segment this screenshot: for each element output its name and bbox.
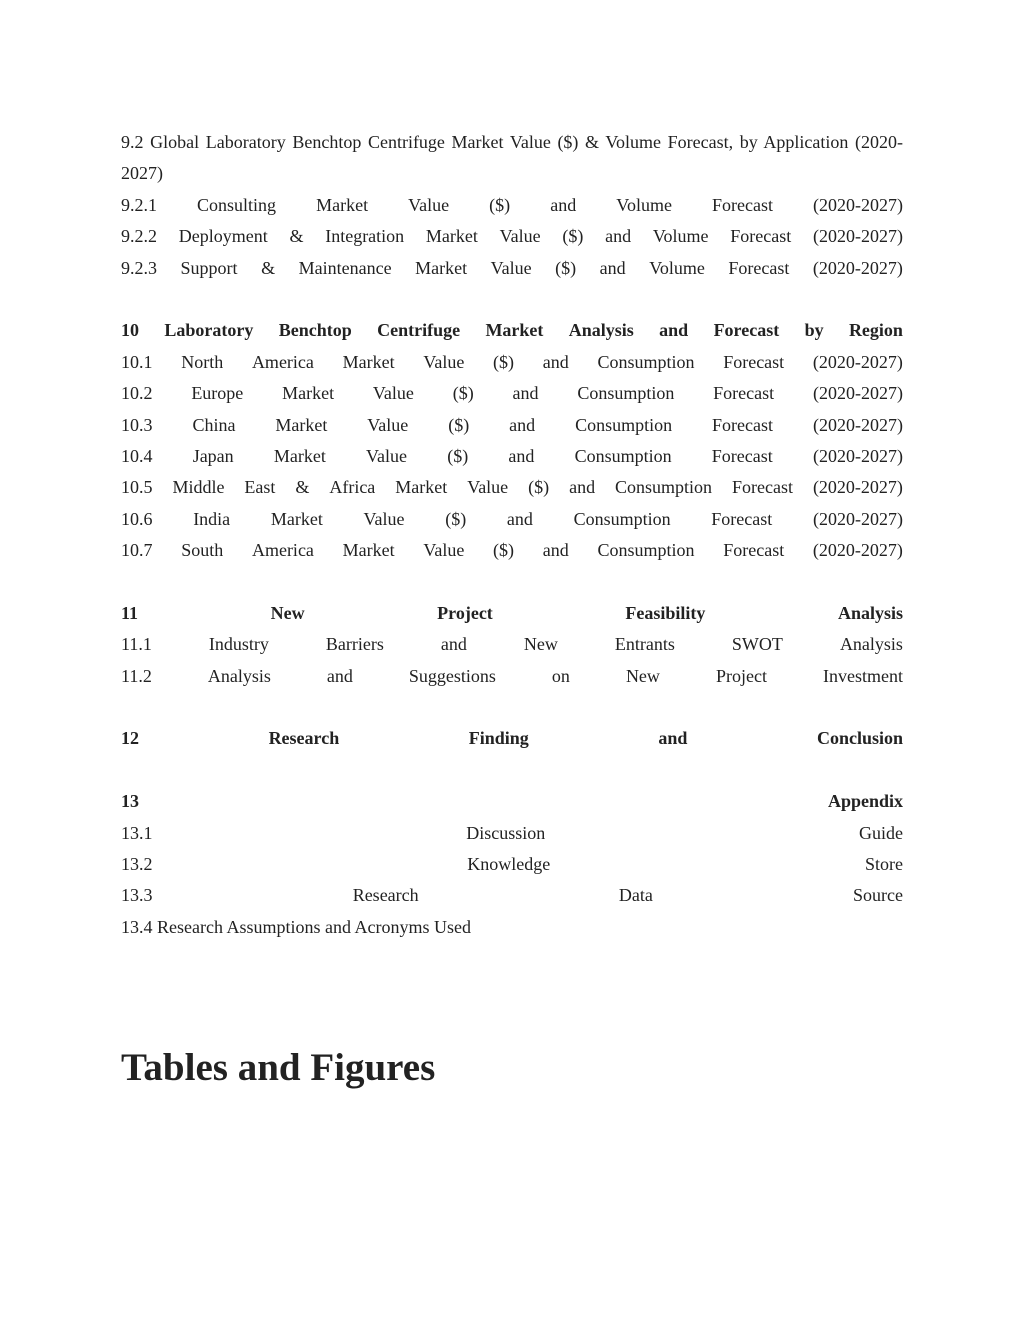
toc-word: Value	[372, 383, 414, 404]
toc-word: ($)	[562, 226, 584, 247]
toc-word: ($)	[489, 194, 511, 215]
toc-word: Feasibility	[625, 602, 706, 623]
toc-word: Industry	[208, 634, 269, 655]
toc-word: ($)	[448, 414, 470, 435]
toc-entry	[121, 253, 903, 284]
toc-word: ($)	[493, 351, 515, 372]
toc-word: Middle	[172, 477, 225, 498]
toc-word: Discussion	[466, 822, 546, 843]
toc-word: and	[542, 540, 569, 561]
toc-word: Consumption	[574, 445, 672, 466]
toc-word: Forecast	[713, 383, 775, 404]
toc-word: Conclusion	[816, 728, 903, 749]
toc-word: Project	[715, 665, 767, 686]
toc-entry	[121, 378, 903, 409]
toc-word: Integration	[325, 226, 405, 247]
toc-word: North	[181, 351, 224, 372]
toc-word: Support	[180, 257, 238, 278]
toc-entry	[121, 880, 903, 911]
toc-word: 12	[121, 728, 139, 749]
toc-word: Forecast	[711, 445, 773, 466]
toc-entry	[121, 441, 903, 472]
toc-word: ($)	[528, 477, 550, 498]
toc-entry	[121, 504, 903, 535]
toc-word: Research	[352, 885, 419, 906]
toc-spacer	[121, 284, 903, 315]
toc-word: Appendix	[827, 791, 903, 812]
toc-word: and	[508, 445, 535, 466]
toc-word: Research	[268, 728, 340, 749]
toc-word: Project	[437, 602, 493, 623]
toc-word: Consumption	[597, 540, 695, 561]
section-heading-tables-and-figures: Tables and Figures	[121, 1046, 436, 1089]
toc-word: 13.2	[121, 854, 153, 875]
toc-word: and	[605, 226, 632, 247]
toc-word: Consumption	[577, 383, 675, 404]
toc-word: and	[658, 728, 688, 749]
toc-word: 10.1	[121, 351, 153, 372]
toc-word: Entrants	[614, 634, 675, 655]
toc-chapter-heading	[121, 598, 903, 629]
toc-word: Market	[425, 226, 478, 247]
toc-word: India	[193, 508, 231, 529]
toc-word: (2020-2027)	[812, 414, 903, 435]
toc-word: Maintenance	[298, 257, 392, 278]
toc-word: New	[270, 602, 305, 623]
toc-word: 11.1	[121, 634, 152, 655]
toc-spacer	[121, 567, 903, 598]
toc-word: Deployment	[178, 226, 268, 247]
toc-entry	[121, 410, 903, 441]
toc-word: Forecast	[711, 194, 773, 215]
toc-word: Market	[270, 508, 323, 529]
toc-word: (2020-2027)	[812, 445, 903, 466]
toc-entry	[121, 818, 903, 849]
toc-word: 9.2.3	[121, 257, 157, 278]
toc-word: &	[295, 477, 310, 498]
toc-word: Consumption	[575, 414, 673, 435]
toc-word: Data	[618, 885, 653, 906]
toc-word: Forecast	[728, 257, 790, 278]
toc-word: Centrifuge	[377, 320, 461, 341]
toc-entry	[121, 661, 903, 692]
toc-word: and	[550, 194, 577, 215]
toc-word: 10.3	[121, 414, 153, 435]
toc-word: Source	[853, 885, 903, 906]
toc-word: (2020-2027)	[812, 383, 903, 404]
toc-word: Forecast	[723, 540, 785, 561]
toc-word: East	[244, 477, 276, 498]
toc-word: 11.2	[121, 665, 152, 686]
toc-word: Africa	[329, 477, 376, 498]
toc-word: Volume	[616, 194, 672, 215]
toc-word: 9.2.1	[121, 194, 157, 215]
toc-word: South	[181, 540, 224, 561]
toc-word: Europe	[191, 383, 244, 404]
toc-word: Analysis	[207, 665, 271, 686]
toc-word: Volume	[652, 226, 709, 247]
toc-word: ($)	[447, 445, 469, 466]
toc-word: &	[289, 226, 304, 247]
toc-word: and	[542, 351, 569, 372]
toc-entry	[121, 221, 903, 252]
toc-word: by	[804, 320, 824, 341]
toc-word: Value	[499, 226, 541, 247]
toc-word: Benchtop	[278, 320, 352, 341]
toc-spacer	[121, 692, 903, 723]
toc-word: Forecast	[712, 414, 774, 435]
toc-word: Finding	[468, 728, 529, 749]
toc-word: 13.1	[121, 822, 153, 843]
toc-word: Market	[415, 257, 468, 278]
toc-word: Forecast	[730, 226, 792, 247]
toc-word: and	[659, 320, 689, 341]
toc-word: ($)	[445, 508, 467, 529]
toc-entry: 13.4 Research Assumptions and Acronyms Used	[121, 916, 471, 937]
toc-entry	[121, 472, 903, 503]
toc-word: Value	[366, 445, 408, 466]
toc-word: (2020-2027)	[812, 477, 903, 498]
toc-word: Value	[467, 477, 509, 498]
toc-entry	[121, 629, 903, 660]
toc-word: Value	[367, 414, 409, 435]
toc-word: SWOT	[731, 634, 783, 655]
toc-entry: 9.2 Global Laboratory Benchtop Centrifuge Market Value ($) & Volume Forecast, by Application (2020-2027)	[121, 132, 903, 184]
toc-word: and	[326, 665, 353, 686]
toc-word: Market	[342, 540, 395, 561]
toc-word: Forecast	[713, 320, 780, 341]
toc-word: Analysis	[568, 320, 634, 341]
toc-word: Value	[363, 508, 405, 529]
toc-word: (2020-2027)	[812, 257, 903, 278]
toc-word: ($)	[555, 257, 577, 278]
toc-word: Market	[485, 320, 544, 341]
toc-word: 11	[121, 602, 139, 623]
toc-word: &	[261, 257, 276, 278]
toc-word: Investment	[822, 665, 903, 686]
toc-entry	[121, 190, 903, 221]
toc-word: Barriers	[325, 634, 384, 655]
table-of-contents	[121, 127, 903, 943]
toc-word: 13	[121, 791, 139, 812]
toc-word: 10.4	[121, 445, 153, 466]
toc-word: 10.6	[121, 508, 153, 529]
toc-word: Consumption	[573, 508, 671, 529]
toc-word: and	[509, 414, 536, 435]
toc-word: and	[506, 508, 533, 529]
toc-word: (2020-2027)	[812, 226, 903, 247]
toc-word: Analysis	[839, 634, 903, 655]
toc-word: America	[251, 540, 314, 561]
toc-word: China	[192, 414, 236, 435]
toc-word: ($)	[493, 540, 515, 561]
toc-word: Japan	[192, 445, 234, 466]
toc-word: Consumption	[597, 351, 695, 372]
toc-word: New	[523, 634, 558, 655]
toc-chapter-heading	[121, 786, 903, 817]
toc-word: Suggestions	[408, 665, 496, 686]
toc-word: 10	[121, 320, 139, 341]
toc-word: ($)	[452, 383, 474, 404]
toc-chapter-heading	[121, 315, 903, 346]
toc-chapter-heading	[121, 723, 903, 754]
toc-word: Forecast	[711, 508, 773, 529]
toc-word: 10.5	[121, 477, 153, 498]
toc-word: Value	[423, 351, 465, 372]
toc-entry	[121, 849, 903, 880]
toc-word: Region	[848, 320, 903, 341]
toc-word: (2020-2027)	[812, 540, 903, 561]
toc-word: and	[599, 257, 626, 278]
toc-word: (2020-2027)	[813, 194, 903, 215]
toc-word: Value	[490, 257, 532, 278]
toc-word: Store	[864, 854, 903, 875]
toc-spacer	[121, 755, 903, 786]
toc-entry	[121, 347, 903, 378]
toc-word: 13.3	[121, 885, 153, 906]
toc-word: Guide	[858, 822, 903, 843]
toc-word: Volume	[649, 257, 705, 278]
toc-word: and	[512, 383, 539, 404]
toc-word: Value	[423, 540, 465, 561]
toc-word: Laboratory	[164, 320, 254, 341]
toc-word: 10.2	[121, 383, 153, 404]
toc-entry	[121, 535, 903, 566]
toc-word: Forecast	[723, 351, 785, 372]
toc-word: Analysis	[837, 602, 903, 623]
toc-word: 9.2.2	[121, 226, 157, 247]
toc-word: (2020-2027)	[812, 351, 903, 372]
toc-word: Consumption	[615, 477, 713, 498]
toc-word: America	[251, 351, 314, 372]
toc-word: Forecast	[732, 477, 793, 498]
toc-word: Value	[408, 194, 450, 215]
toc-word: on	[551, 665, 570, 686]
toc-word: Consulting	[197, 194, 277, 215]
toc-word: Knowledge	[467, 854, 551, 875]
toc-word: Market	[395, 477, 448, 498]
toc-word: (2020-2027)	[812, 508, 903, 529]
toc-word: Market	[316, 194, 369, 215]
toc-word: 10.7	[121, 540, 153, 561]
toc-word: Market	[275, 414, 328, 435]
toc-word: Market	[282, 383, 335, 404]
toc-word: and	[440, 634, 467, 655]
toc-word: New	[625, 665, 660, 686]
toc-word: and	[569, 477, 596, 498]
toc-word: Market	[342, 351, 395, 372]
toc-word: Market	[273, 445, 326, 466]
